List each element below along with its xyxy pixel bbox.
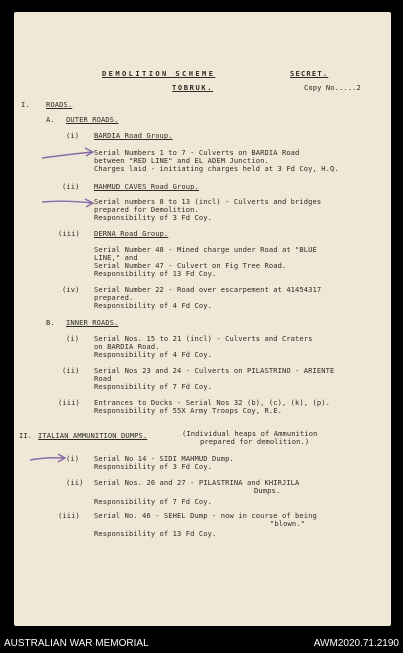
item-line: Dumps. (254, 486, 281, 495)
item-line: Responsibility of 55X Army Troops Coy, R.E. (94, 406, 282, 415)
item-group-title: BARDIA Road Group. (94, 131, 173, 140)
handwritten-arrow-icon (40, 196, 96, 212)
item-line: Road (94, 374, 112, 383)
section-2-number: II. (19, 431, 33, 440)
item-line: Serial Nos. 15 to 21 (incl) - Culverts and Craters (94, 334, 313, 343)
item-group-title: MAHMUD CAVES Road Group. (94, 182, 199, 191)
item-number: (iii) (58, 398, 80, 407)
item-line: "blown." (270, 519, 305, 528)
document-page (14, 12, 391, 626)
item-line: Responsibility of 13 Fd Coy. (94, 269, 217, 278)
item-line: Responsibility of 7 Fd Coy. (94, 497, 213, 506)
item-line: Serial Number 22 - Road over escarpement at 41454317 (94, 285, 322, 294)
item-line: Serial numbers 8 to 13 (incl) - Culverts and bridges (94, 197, 322, 206)
section-2-note: (Individual heaps of Ammunition (182, 429, 318, 438)
item-line: Responsibility of 3 Fd Coy. (94, 462, 213, 471)
item-line: prepared for Demolition. (94, 205, 199, 214)
handwritten-arrow-icon (40, 146, 96, 164)
document-title: DEMOLITION SCHEME (102, 69, 216, 78)
item-line: Responsibility of 13 Fd Coy. (94, 529, 217, 538)
item-line: Serial No 14 - SIDI MAHMUD Dump. (94, 454, 234, 463)
classification: SECRET. (290, 69, 329, 78)
item-line: Serial Numbers 1 to 7 - Culverts on BARDIA Road (94, 148, 300, 157)
footer-reference-number: AWM2020.71.2190 (313, 638, 399, 649)
subsection-a-title: OUTER ROADS. (66, 115, 119, 124)
subsection-b-title: INNER ROADS. (66, 318, 119, 327)
item-number: (iii) (58, 229, 80, 238)
item-line: Responsibility of 7 Fd Coy. (94, 382, 213, 391)
section-2-title: ITALIAN AMMUNITION DUMPS. (38, 431, 148, 440)
footer-institution: AUSTRALIAN WAR MEMORIAL (4, 638, 149, 649)
item-number: (ii) (62, 182, 80, 191)
item-number: (iii) (58, 511, 80, 520)
item-line: Serial Nos. 26 and 27 - PILASTRINA and KHIRJILA (94, 478, 300, 487)
handwritten-arrow-icon (28, 452, 68, 466)
item-line: Responsibility of 4 Fd Coy. (94, 301, 213, 310)
item-line: Charges laid - initiating charges held at 3 Fd Coy, H.Q. (94, 164, 339, 173)
item-line: on BARDIA Road. (94, 342, 160, 351)
section-1-number: I. (21, 100, 30, 109)
item-line: Serial Number 48 - Mined charge under Road at "BLUE (94, 245, 317, 254)
item-line: prepared. (94, 293, 134, 302)
item-number: (i) (66, 131, 80, 140)
item-line: between "RED LINE" and EL ADEM Junction. (94, 156, 269, 165)
item-line: Serial Nos 23 and 24 - Culverts on PILASTRINO - ARIENTE (94, 366, 335, 375)
copy-number: Copy No.....2 (304, 83, 361, 92)
item-number: (ii) (62, 366, 80, 375)
item-number: (i) (66, 454, 80, 463)
item-line: Serial No. 46 - SEHEL Dump - now in course of being (94, 511, 317, 520)
item-line: Responsibility of 4 Fd Coy. (94, 350, 213, 359)
item-line: Entrances to Docks - Serial Nos 32 (b), (c), (k), (p). (94, 398, 331, 407)
item-line: Serial Number 47 - Culvert on Fig Tree Road. (94, 261, 287, 270)
item-number: (ii) (66, 478, 84, 487)
section-1-title: ROADS. (46, 100, 73, 109)
item-line: LINE," and (94, 253, 138, 262)
item-number: (iv) (62, 285, 80, 294)
subsection-b-letter: B. (46, 318, 55, 327)
section-2-note: prepared for demolition.) (200, 437, 310, 446)
item-number: (i) (66, 334, 80, 343)
subsection-a-letter: A. (46, 115, 55, 124)
archive-footer (0, 634, 403, 653)
location: TOBRUK. (172, 83, 214, 92)
item-line: Responsibility of 3 Fd Coy. (94, 213, 213, 222)
item-group-title: DERNA Road Group. (94, 229, 169, 238)
